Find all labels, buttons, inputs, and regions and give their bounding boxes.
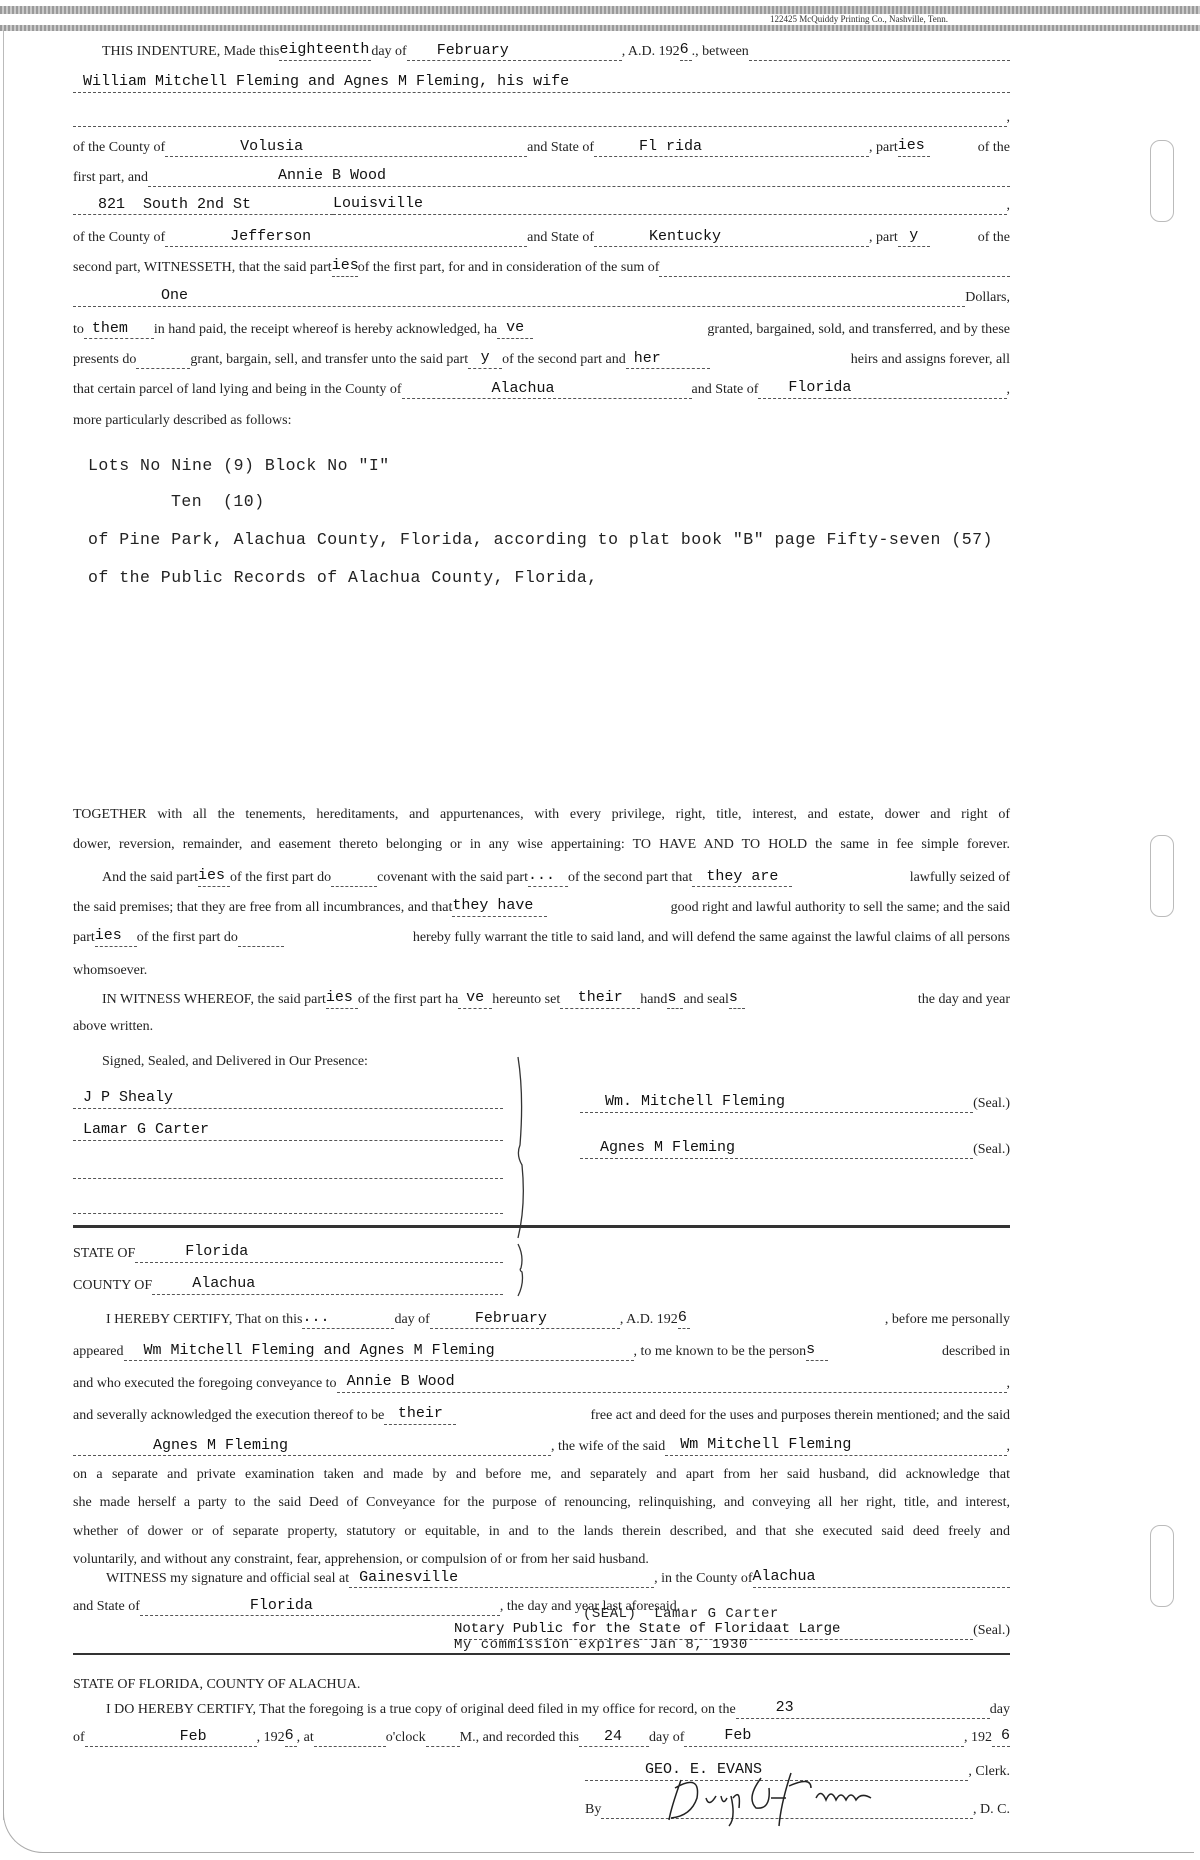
label: grant, bargain, sell, and transfer unto the said part (190, 352, 469, 367)
described-line (73, 412, 1010, 430)
land-location-line (73, 380, 1010, 399)
persons-suffix-field: s (806, 1342, 828, 1361)
appeared-line (73, 1342, 1010, 1361)
label: whether of dower or of separate property, statutory or equitable, in and to the lands therein described, and that she executed said deed freely and (73, 1524, 1010, 1539)
header-band (0, 6, 1200, 14)
label: of the first part do (136, 930, 238, 945)
label: of the second part and (502, 352, 626, 367)
witness-line (73, 1090, 503, 1109)
label: STATE OF (73, 1246, 136, 1261)
label: of the County of (73, 230, 166, 245)
seals-suffix-field: s (729, 990, 745, 1009)
part-suffix-field: ies (898, 138, 930, 157)
label: covenant with the said part (377, 870, 528, 885)
label: described in (941, 1344, 1010, 1359)
recording-line (73, 1728, 1010, 1747)
description-line: of the Public Records of Alachua County, Florida, (88, 568, 598, 587)
label: , in the County of (654, 1571, 753, 1586)
blank-field (136, 350, 190, 369)
part-suffix-field: y (468, 350, 502, 369)
part-suffix-field: ies (95, 928, 137, 947)
notary-state-line (73, 1598, 1010, 1616)
label: THIS INDENTURE, Made this (102, 44, 280, 59)
header-band (0, 25, 1200, 31)
label: , at (296, 1730, 314, 1745)
year-field: 6 (678, 1310, 690, 1329)
label: Dollars, (965, 290, 1010, 305)
label: I HEREBY CERTIFY, That on this (106, 1312, 303, 1327)
notary-title: Notary Public for the State of Floridaat Large (454, 1621, 973, 1640)
label: , 192 (256, 1730, 285, 1745)
have-field: ve (497, 320, 533, 339)
label: Signed, Sealed, and Delivered in Our Presence: (102, 1054, 368, 1069)
label: and who executed the foregoing conveyance to (73, 1376, 337, 1391)
grantee-state-field: Kentucky (594, 229, 869, 247)
have-field: ve (458, 990, 492, 1009)
heirs-field: her (626, 351, 710, 369)
blank-line (73, 108, 1010, 127)
label: presents do (73, 352, 137, 367)
binding-hole (1150, 1525, 1174, 1607)
grantor-county-line (73, 138, 1010, 157)
recorded-month-field: Feb (684, 1728, 964, 1747)
label: of the first part, for and in consideration of the sum of (357, 260, 660, 275)
label: first part, and (73, 170, 149, 185)
blank-field (73, 1195, 503, 1214)
label: hereunto set (492, 992, 561, 1007)
grantee-city-field: Louisville (333, 196, 1007, 215)
grantors-line (73, 74, 1010, 93)
label: second part, WITNESSETH, that the said part (73, 260, 332, 275)
label: hereby fully warrant the title to said land, and will defend the same against the lawful claims of all persons (412, 930, 1010, 945)
label: , (1006, 110, 1010, 125)
label: of the first part do (230, 870, 332, 885)
part-suffix-field: ies (198, 868, 230, 887)
grantee-county-field: Jefferson (165, 229, 527, 247)
label: , (1006, 1376, 1010, 1391)
label: and State of (691, 382, 759, 397)
whomsoever-line (73, 962, 1010, 980)
meridiem-field (426, 1728, 460, 1747)
sum-field: One (73, 288, 965, 307)
printer-imprint: 122425 McQuiddy Printing Co., Nashville, Tenn. (770, 14, 948, 24)
label: , (1006, 1439, 1010, 1454)
binding-hole (1150, 140, 1174, 222)
label: and State of (527, 230, 595, 245)
description-line: of Pine Park, Alachua County, Florida, according to plat book "B" page Fifty-seven (57) (88, 530, 993, 549)
consideration-line (73, 320, 1010, 339)
day-field: eighteenth (279, 42, 371, 61)
label: on a separate and private examination taken and made by and before me, and separately and apart from her said husband, did acknowledge that (73, 1467, 1010, 1482)
label: to (73, 322, 84, 337)
seal-label: (Seal.) (973, 1096, 1010, 1111)
conveyance-line (73, 1374, 1010, 1393)
wife-field: Agnes M Fleming (73, 1438, 551, 1456)
filed-year-field: 6 (285, 1728, 297, 1747)
label: M., and recorded this (459, 1730, 579, 1745)
recording-title (73, 1676, 1010, 1694)
city-field: Gainesville (349, 1570, 654, 1588)
label: COUNTY OF (73, 1278, 153, 1293)
recording-line (106, 1700, 1010, 1719)
label: and State of (527, 140, 595, 155)
label: that certain parcel of land lying and being in the County of (73, 382, 402, 397)
label: By (585, 1802, 602, 1817)
filed-month-field: Feb (85, 1729, 257, 1747)
label: hand (640, 992, 668, 1007)
label: , part (869, 230, 898, 245)
notary-commission: My commission expires Jan 8, 1930 (454, 1637, 748, 1653)
grantee-line (73, 168, 1010, 187)
county-line (73, 1276, 503, 1295)
binding-hole (1150, 835, 1174, 917)
hands-suffix-field: s (667, 990, 683, 1009)
label: And the said part (102, 870, 199, 885)
state-field: Florida (140, 1598, 500, 1616)
blank-field (73, 1160, 503, 1179)
grantor-signature-line (580, 1140, 1010, 1159)
label: , A.D. 192 (619, 1312, 678, 1327)
witness-whereof-line (102, 990, 1010, 1009)
label: she made herself a party to the said Deed of Conveyance for the purpose of renouncing, relinquishing, and conveying all her right, title, and interest, (73, 1495, 1010, 1510)
bracket (512, 1242, 532, 1298)
habendum-line (73, 806, 1010, 824)
blank-field (749, 42, 1010, 61)
label: the day and year (917, 992, 1010, 1007)
description-line: Lots No Nine (9) Block No "I" (88, 456, 390, 475)
witness-line (73, 1195, 503, 1214)
part-suffix-field: ... (528, 868, 568, 887)
grantor-signature: Agnes M Fleming (580, 1140, 973, 1159)
filed-day-field: 23 (736, 1700, 990, 1719)
label: o'clock (385, 1730, 426, 1745)
premises-line (73, 898, 1010, 917)
hour-field (314, 1728, 386, 1747)
label: day of (371, 44, 407, 59)
label: appeared (73, 1344, 124, 1359)
state-field: Florida (135, 1244, 503, 1263)
above-written-line (73, 1018, 1010, 1036)
label: , (1006, 382, 1010, 397)
section-divider (73, 1653, 1010, 1655)
habendum-line (73, 836, 1010, 854)
husband-field: Wm Mitchell Fleming (665, 1437, 1006, 1456)
witness-line (73, 1160, 503, 1179)
label: , (1006, 198, 1010, 213)
label: day (989, 1702, 1010, 1717)
part-suffix-field: y (898, 228, 930, 247)
label: , A.D. 192 (621, 44, 680, 59)
wife-line (73, 1437, 1010, 1456)
ack-line (73, 1551, 1010, 1569)
label: STATE OF FLORIDA, COUNTY OF ALACHUA. (73, 1677, 361, 1692)
witness-signature: Lamar G Carter (73, 1122, 503, 1141)
label: , to me known to be the person (633, 1344, 807, 1359)
blank-field (73, 108, 1007, 127)
label: whomsoever. (73, 963, 148, 978)
label: day of (648, 1730, 685, 1745)
label: , the day and year last aforesaid. (499, 1599, 681, 1614)
notary-witness-line (106, 1569, 1010, 1588)
label: and seal (683, 992, 729, 1007)
seal-label: (Seal.) (973, 1142, 1010, 1157)
grantee-field: Annie B Wood (148, 168, 1010, 187)
label: above written. (73, 1019, 154, 1034)
deputy-clerk-line (585, 1800, 1010, 1819)
label: , part (869, 140, 898, 155)
recorded-day-field: 24 (579, 1729, 649, 1747)
page-edge (3, 30, 4, 1820)
label: the said premises; that they are free from all incumbrances, and that (73, 900, 453, 915)
label: TOGETHER with all the tenements, hereditaments, and appurtenances, with every privilege, right, title, interest, and estate, dower and right of (73, 807, 1010, 822)
land-county-field: Alachua (402, 381, 692, 399)
covenant-line (102, 868, 1010, 887)
bracket (510, 1055, 530, 1240)
handwritten-signature (661, 1768, 891, 1828)
witnesseth-line (73, 258, 1010, 277)
label: part (73, 930, 95, 945)
label: of the (977, 140, 1010, 155)
label: of the (977, 230, 1010, 245)
warranty-line (73, 928, 1010, 947)
grantor-state-field: Fl rida (594, 139, 869, 157)
label: and severally acknowledged the execution thereof to be (73, 1408, 385, 1423)
their-field: their (384, 1406, 456, 1425)
label: in hand paid, the receipt whereof is hereby acknowledged, ha (153, 322, 498, 337)
ack-line (73, 1466, 1010, 1484)
they-field: they are (692, 869, 792, 887)
blank-field (238, 928, 284, 947)
county-field: Alachua (753, 1569, 1010, 1588)
blank-field (659, 258, 1010, 277)
grantor-county-field: Volusia (165, 139, 527, 157)
label: good right and lawful authority to sell the same; and the said (670, 900, 1010, 915)
notary-seal: (SEAL) Lamar G Carter (583, 1606, 779, 1622)
grantor-signature-line (580, 1094, 1010, 1113)
label: of the County of (73, 140, 166, 155)
signed-line (102, 1053, 1039, 1071)
year-field: 6 (680, 42, 692, 61)
indenture-line (102, 42, 1010, 61)
label: IN WITNESS WHEREOF, the said part (102, 992, 326, 1007)
witness-signature: J P Shealy (73, 1090, 503, 1109)
label: heirs and assigns forever, all (850, 352, 1010, 367)
label: lawfully seized of (909, 870, 1010, 885)
grantor-signature: Wm. Mitchell Fleming (580, 1094, 973, 1113)
label: of (73, 1730, 85, 1745)
to-field: them (84, 321, 154, 339)
blank-field (331, 868, 377, 887)
section-divider (73, 1225, 1010, 1228)
label: day of (394, 1312, 430, 1327)
state-line (73, 1244, 503, 1263)
part-suffix-field: ies (332, 258, 358, 277)
part-suffix-field: ies (326, 990, 358, 1009)
description-line: Ten (10) (171, 492, 265, 511)
witness-line (73, 1122, 503, 1141)
month-field: February (430, 1311, 620, 1329)
label: free act and deed for the uses and purposes therein mentioned; and the said (590, 1408, 1010, 1423)
certify-line (106, 1310, 1010, 1329)
label: , D. C. (973, 1802, 1010, 1817)
appeared-field: Wm Mitchell Fleming and Agnes M Fleming (124, 1343, 634, 1361)
ack-line (73, 1523, 1010, 1541)
acknowledged-line (73, 1406, 1010, 1425)
label: WITNESS my signature and official seal at (106, 1571, 350, 1586)
ack-line (73, 1494, 1010, 1512)
label: and State of (73, 1599, 140, 1614)
label: dower, reversion, remainder, and easement thereto belonging or in any wise appertaining: TO HAVE AND TO HOLD the same in fee simple forever. (73, 837, 1010, 852)
label: of the first part ha (357, 992, 459, 1007)
they-field: they have (452, 898, 547, 917)
deputy-signature-field (601, 1800, 973, 1819)
grantee-address-line (73, 196, 1010, 215)
label: ., between (691, 44, 749, 59)
seal-label: (Seal.) (973, 1623, 1010, 1638)
label: , before me personally (884, 1312, 1010, 1327)
label: granted, bargained, sold, and transferred, and by these (707, 322, 1010, 337)
their-field: their (560, 990, 640, 1009)
grantee-field: Annie B Wood (337, 1374, 1007, 1393)
label: , 192 (964, 1730, 992, 1745)
label: , Clerk. (968, 1764, 1010, 1779)
recorded-year-field: 6 (992, 1728, 1010, 1747)
grantee-county-line (73, 228, 1010, 247)
county-field: Alachua (152, 1276, 503, 1295)
presents-line (73, 350, 1010, 369)
label: , the wife of the said (551, 1439, 666, 1454)
grantee-street-field: 821 South 2nd St (73, 197, 333, 215)
clerk-name: GEO. E. EVANS (585, 1762, 968, 1781)
label: of the second part that (567, 870, 693, 885)
month-field: February (407, 43, 622, 61)
sum-line (73, 288, 1010, 307)
day-field: ... (302, 1310, 394, 1329)
label: more particularly described as follows: (73, 413, 292, 428)
label: I DO HEREBY CERTIFY, That the foregoing is a true copy of original deed filed in my office for record, on the (106, 1702, 736, 1717)
land-state-field: Florida (758, 380, 1006, 399)
grantors-field: William Mitchell Fleming and Agnes M Fleming, his wife (73, 74, 1010, 93)
label: voluntarily, and without any constraint, fear, apprehension, or compulsion of or from her said husband. (73, 1552, 649, 1567)
